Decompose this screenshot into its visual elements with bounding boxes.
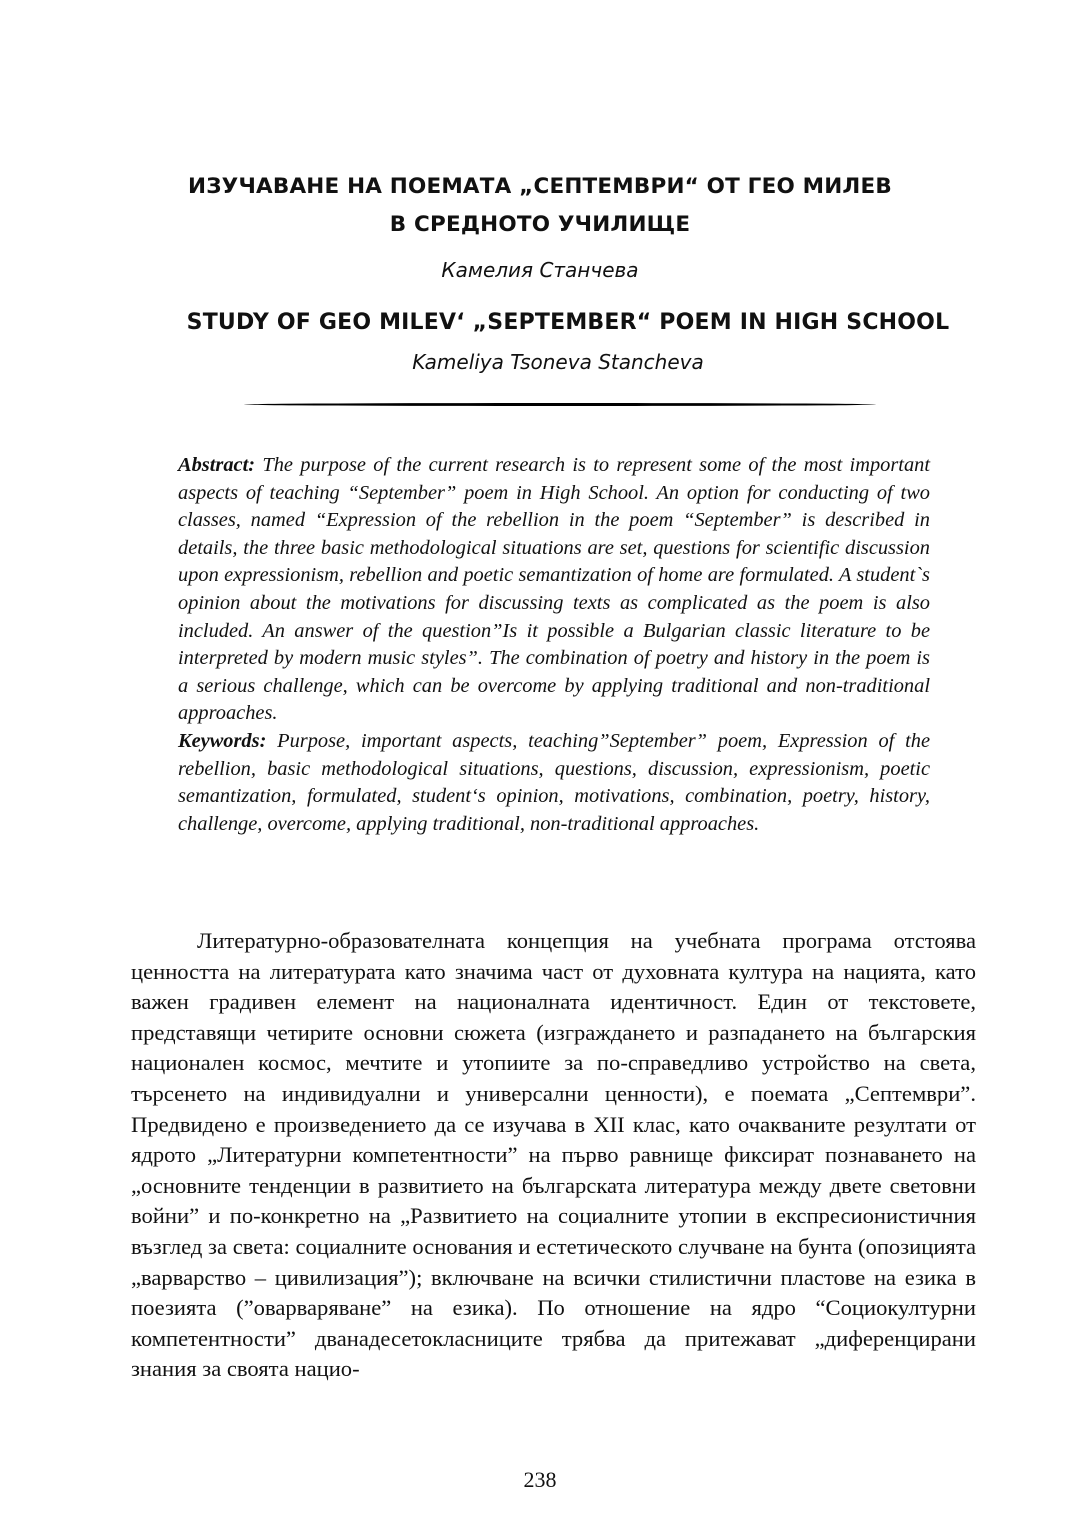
keywords-text: Purpose, important aspects, teaching”September” poem, Expression of the rebellion, basic methodological situations, questions, discussion, expressionism, poetic semantization, formulated, student‘s opinion, motivations, combination, poetry, history, challenge, overcome, applying traditional, non-traditional approaches. — [178, 729, 930, 835]
abstract-label: Abstract: — [178, 454, 256, 476]
abstract-block — [178, 452, 930, 838]
keywords-label: Keywords: — [178, 729, 267, 752]
title-english: STUDY OF GEO MILEV‘ „SEPTEMBER“ POEM IN HIGH SCHOOL — [186, 310, 950, 335]
title-divider — [244, 403, 876, 406]
body-paragraph-text: Литературно-образователната концепция на учебната програма отстоява ценността на литературата като значима част от духовната култура на нацията, като важен градивен елемент на националната идентичност. Един от текстовете, представящи четирите основни сюжета (изграждането и разпадането на българския национален космос, мечтите и утопиите за по-справедливо устройство на света, търсенето на индивидуални и универсални ценности), е поемата „Септември”. Предвидено е произведението да се изучава в XII клас, като очакваните резултати от ядрото „Литературни компетентности” на първо равнище фиксират познаването на „основните тенденции в развитието на българската литература между двете световни войни” и по-конкретно на „Развитието на социалните утопии в експресионистичния възглед за света: социалните основания и естетическото случване на бунта (опозицията „варварство – цивилизация”); включване на всички стилистични пластове на езика в поезията (”оварваряване” на езика). По отношение на ядро “Социокултурни компетентности” дванадесетокласниците трябва да притежават „диференцирани знания за своята нацио- — [131, 928, 976, 1382]
body-paragraph — [131, 926, 976, 1385]
author-bulgarian: Камелия Станчева — [441, 258, 639, 282]
title-bulgarian-line-2: В СРЕДНОТО УЧИЛИЩЕ — [389, 212, 691, 237]
page-number: 238 — [523, 1467, 557, 1492]
author-english: Kameliya Tsoneva Stancheva — [412, 350, 704, 374]
abstract-text: The purpose of the current research is to represent some of the most important aspects of teaching “September” poem in High School. An option for conducting of two classes, named “Expression of the rebellion in the poem “September” is described in details, the three basic methodological situations are set, questions for scientific discussion upon expressionism, rebellion and poetic semantization of home are formulated. A student`s opinion about the motivations for discussing texts as complicated as the poem is also included. An answer of the question”Is it possible a Bulgarian classic literature to be interpreted by modern music styles”. The combination of poetry and history in the poem is a serious challenge, which can be overcome by applying traditional and non-traditional approaches. — [178, 454, 930, 725]
title-bulgarian-line-1: ИЗУЧАВАНЕ НА ПОЕМАТА „СЕПТЕМВРИ“ ОТ ГЕО МИЛЕВ — [188, 174, 892, 199]
